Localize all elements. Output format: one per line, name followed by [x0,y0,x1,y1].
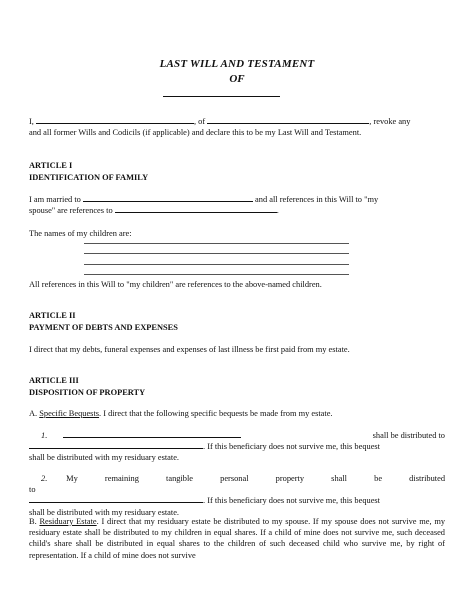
article1-title: ARTICLE I [29,161,73,170]
bequests-text: . I direct that the following specific bequests be made from my estate. [99,409,333,418]
child-name-line-4[interactable] [84,274,349,275]
children-reference: All references in this Will to "my children" are references to the above-named children. [29,280,322,289]
residuary-estate-paragraph [29,516,445,561]
specific-bequests-paragraph [29,408,445,419]
intro-paragraph [29,116,445,138]
married-text-b: and all references in this Will to "my [255,195,379,204]
child-name-line-1[interactable] [84,243,349,244]
article1-subtitle: IDENTIFICATION OF FAMILY [29,173,149,182]
spouse-paragraph [29,194,445,216]
item1-text-b: . If this beneficiary does not survive me, this bequest [203,442,380,452]
document-title: LAST WILL AND TESTAMENT [159,58,315,70]
item1-text-a: shall be distributed to [372,431,445,440]
item2-text-b: . If this beneficiary does not survive me, this bequest [203,496,380,506]
married-text-d: . [276,206,279,216]
married-text-c: spouse" are references to [29,206,113,216]
bequest-1-item-blank[interactable] [63,430,241,438]
residuary-label: Residuary Estate [39,517,97,526]
bequests-label: Specific Bequests [39,409,100,418]
residence-blank[interactable] [207,116,369,124]
item1-text-c: shall be distributed with my residuary estate. [29,453,180,463]
intro-of: , of [193,117,206,126]
bequest-item-2 [29,473,445,518]
document-title-of: OF [229,73,245,85]
item2-text-c: shall be distributed with my residuary estate. [29,507,180,517]
item1-number: 1. [41,431,48,440]
intro-line2: and all former Wills and Codicils (if applicable) and declare this to be my Last Will and Testament. [29,128,362,138]
children-label: The names of my children are: [29,229,132,238]
residuary-text: . I direct that my residuary estate be distributed to my spouse. If my spouse does not survive me, my residuary estate shall be distributed to my children in equal shares. If a child of mine does not survive me, such deceased child's share shall be distributed in equal shares to the children of such deceased child who survive me, by right of representation. If a child of mine does not survive [29,517,446,560]
article3-title: ARTICLE III [29,376,79,385]
bequest-1-beneficiary-blank[interactable] [29,441,203,449]
spouse-name-blank-2[interactable] [115,205,279,216]
item2-number: 2. [41,474,48,483]
bequest-item-1 [29,430,445,464]
married-text-a: I am married to [29,195,81,204]
child-name-line-3[interactable] [84,264,349,265]
bequest-2-beneficiary-blank[interactable] [29,495,203,503]
article2-title: ARTICLE II [29,311,76,320]
residuary-prefix: B. [29,517,37,526]
item2-text-a: My remaining tangible personal property shall be distributed to [29,474,446,495]
intro-revoke: , revoke any [369,117,411,126]
article3-subtitle: DISPOSITION OF PROPERTY [29,388,146,397]
spouse-name-blank[interactable] [83,194,253,202]
testator-name-blank[interactable] [163,96,280,97]
testator-blank[interactable] [36,116,194,124]
child-name-line-2[interactable] [84,253,349,254]
intro-start: I, [29,117,34,126]
bequests-prefix: A. [29,409,38,418]
article2-subtitle: PAYMENT OF DEBTS AND EXPENSES [29,323,178,332]
article2-text: I direct that my debts, funeral expenses and expenses of last illness be first paid from my estate. [29,345,350,354]
